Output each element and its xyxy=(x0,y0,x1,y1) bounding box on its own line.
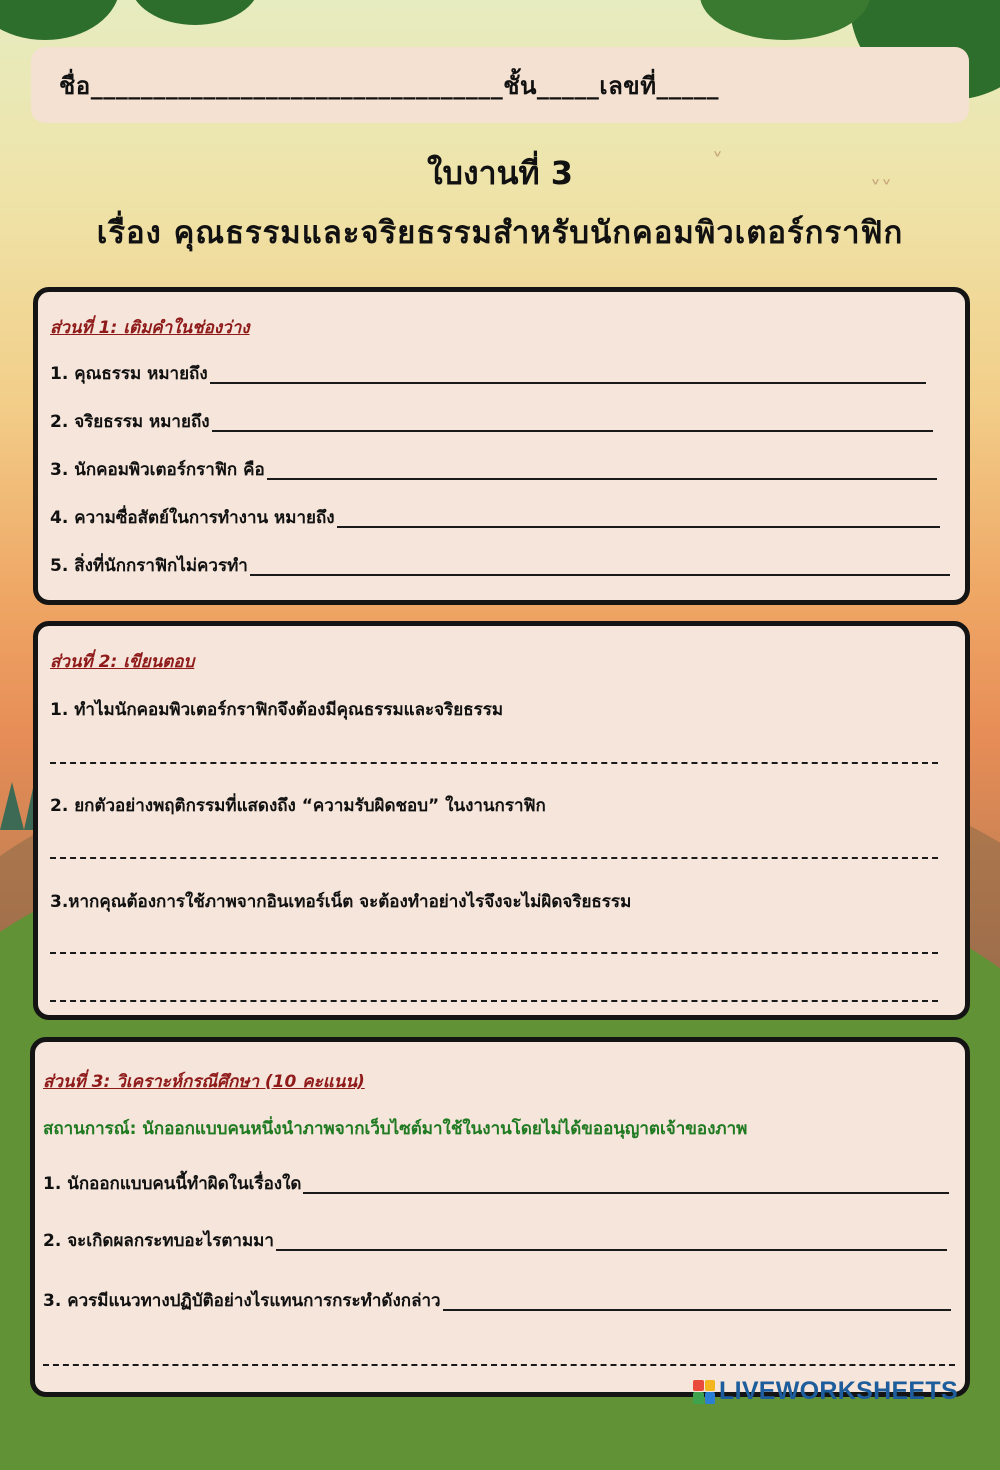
part2-card xyxy=(33,621,970,1020)
answer-blank[interactable] xyxy=(50,952,938,954)
part2-question: 3.หากคุณต้องการใช้ภาพจากอินเทอร์เน็ต จะต้องทำอย่างไรจึงจะไม่ผิดจริยธรรม xyxy=(50,892,632,912)
part3-scenario: สถานการณ์: นักออกแบบคนหนึ่งนำภาพจากเว็บไซต์มาใช้ในงานโดยไม่ได้ขออนุญาตเจ้าของภาพ xyxy=(43,1119,748,1139)
answer-blank[interactable] xyxy=(50,1000,938,1002)
part1-heading: ส่วนที่ 1: เติมคำในช่องว่าง xyxy=(50,318,250,338)
bird-icon: ˅˅ xyxy=(870,178,892,203)
worksheet-number-title: ใบงานที่ 3 xyxy=(427,154,573,192)
part3-item[interactable]: 2. จะเกิดผลกระทบอะไรตามมา xyxy=(43,1227,947,1254)
part2-question: 2. ยกตัวอย่างพฤติกรรมที่แสดงถึง “ความรับผิดชอบ” ในงานกราฟิก xyxy=(50,796,546,816)
answer-blank xyxy=(276,1249,947,1251)
part3-item[interactable]: 3. ควรมีแนวทางปฏิบัติอย่างไรแทนการกระทำดังกล่าว xyxy=(43,1287,951,1314)
answer-blank xyxy=(337,526,940,528)
answer-blank xyxy=(250,574,950,576)
bird-icon: ˅ xyxy=(712,150,723,175)
liveworksheets-logo-icon xyxy=(693,1380,715,1404)
part1-item[interactable]: 1. คุณธรรม หมายถึง xyxy=(50,360,926,387)
part2-heading: ส่วนที่ 2: เขียนตอบ xyxy=(50,652,195,672)
part3-heading: ส่วนที่ 3: วิเคราะห์กรณีศึกษา (10 คะแนน) xyxy=(43,1072,365,1092)
answer-blank xyxy=(303,1192,949,1194)
worksheet-topic-title: เรื่อง คุณธรรมและจริยธรรมสำหรับนักคอมพิวเตอร์กราฟิก xyxy=(96,215,904,251)
part1-card xyxy=(33,287,970,605)
part3-card xyxy=(30,1037,970,1397)
part1-item[interactable]: 5. สิ่งที่นักกราฟิกไม่ควรทำ xyxy=(50,552,950,579)
name-class-number-line[interactable]: ชื่อ_________________________________ชั้น_____เลขที่_____ xyxy=(59,71,720,100)
part1-item[interactable]: 3. นักคอมพิวเตอร์กราฟิก คือ xyxy=(50,456,937,483)
part1-item[interactable]: 2. จริยธรรม หมายถึง xyxy=(50,408,933,435)
answer-blank[interactable] xyxy=(43,1364,955,1366)
answer-blank[interactable] xyxy=(50,762,938,764)
answer-blank xyxy=(210,382,926,384)
part1-item[interactable]: 4. ความซื่อสัตย์ในการทำงาน หมายถึง xyxy=(50,504,940,531)
liveworksheets-watermark xyxy=(693,1377,958,1406)
answer-blank[interactable] xyxy=(50,857,938,859)
part3-item[interactable]: 1. นักออกแบบคนนี้ทำผิดในเรื่องใด xyxy=(43,1170,949,1197)
part2-question: 1. ทำไมนักคอมพิวเตอร์กราฟิกจึงต้องมีคุณธรรมและจริยธรรม xyxy=(50,700,504,720)
answer-blank xyxy=(443,1309,951,1311)
name-field-bar xyxy=(31,47,969,123)
answer-blank xyxy=(267,478,937,480)
answer-blank xyxy=(212,430,933,432)
liveworksheets-wordmark: LIVEWORKSHEETS xyxy=(719,1377,958,1405)
